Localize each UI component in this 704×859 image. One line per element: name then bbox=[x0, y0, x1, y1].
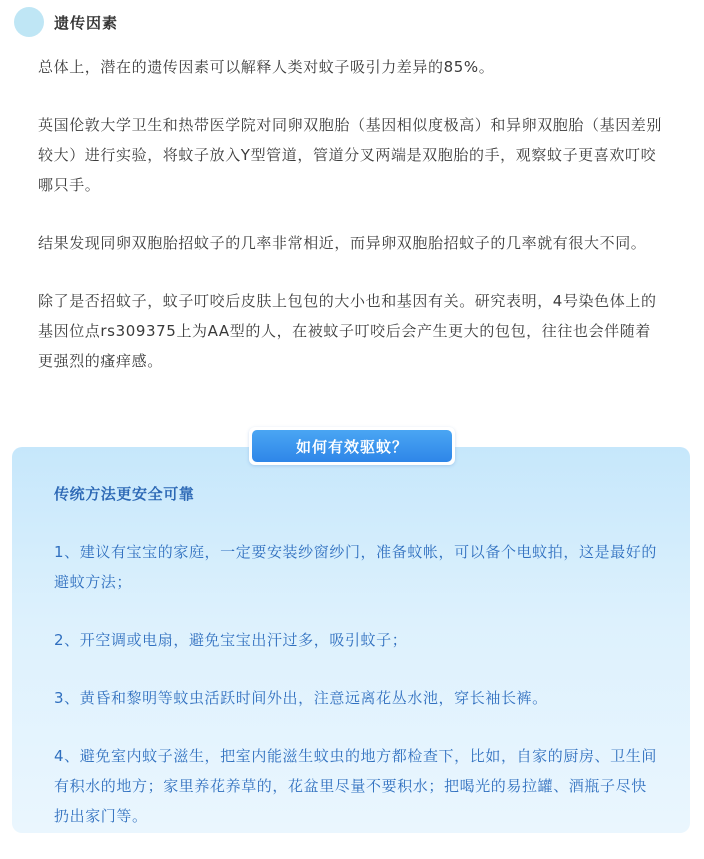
article-paragraph: 结果发现同卵双胞胎招蚊子的几率非常相近，而异卵双胞胎招蚊子的几率就有很大不同。 bbox=[38, 234, 647, 252]
section-title: 遗传因素 bbox=[54, 13, 119, 32]
header-circle-icon bbox=[14, 7, 44, 37]
tip-item: 2、开空调或电扇，避免宝宝出汗过多，吸引蚊子； bbox=[54, 631, 408, 649]
article-paragraph: 除了是否招蚊子，蚊子叮咬后皮肤上包包的大小也和基因有关。研究表明，4号染色体上的基因位点rs309375上为AA型的人，在被蚊子叮咬后会产生更大的包包，往往也会伴随着更强烈的瘙痒感。 bbox=[38, 292, 657, 370]
tips-content bbox=[54, 479, 660, 859]
article-paragraph: 英国伦敦大学卫生和热带医学院对同卵双胞胎（基因相似度极高）和异卵双胞胎（基因差别较大）进行实验，将蚊子放入Y型管道，管道分叉两端是双胞胎的手，观察蚊子更喜欢叮咬哪只手。 bbox=[38, 116, 663, 194]
tip-item: 1、建议有宝宝的家庭，一定要安装纱窗纱门，准备蚊帐，可以备个电蚊拍，这是最好的避蚊方法； bbox=[54, 543, 657, 591]
tips-banner-label: 如何有效驱蚊？ bbox=[252, 430, 452, 462]
tips-heading: 传统方法更安全可靠 bbox=[54, 485, 195, 503]
tip-item: 4、避免室内蚊子滋生，把室内能滋生蚊虫的地方都检查下，比如，自家的厨房、卫生间有积水的地方；家里养花养草的，花盆里尽量不要积水；把喝光的易拉罐、酒瓶子尽快扔出家门等。 bbox=[54, 747, 657, 825]
article-body bbox=[38, 52, 666, 404]
article-paragraph: 总体上，潜在的遗传因素可以解释人类对蚊子吸引力差异的85%。 bbox=[38, 58, 495, 76]
tip-item: 3、黄昏和黎明等蚊虫活跃时间外出，注意远离花丛水池，穿长袖长裤。 bbox=[54, 689, 548, 707]
tips-banner bbox=[249, 427, 455, 465]
section-header bbox=[14, 7, 118, 37]
